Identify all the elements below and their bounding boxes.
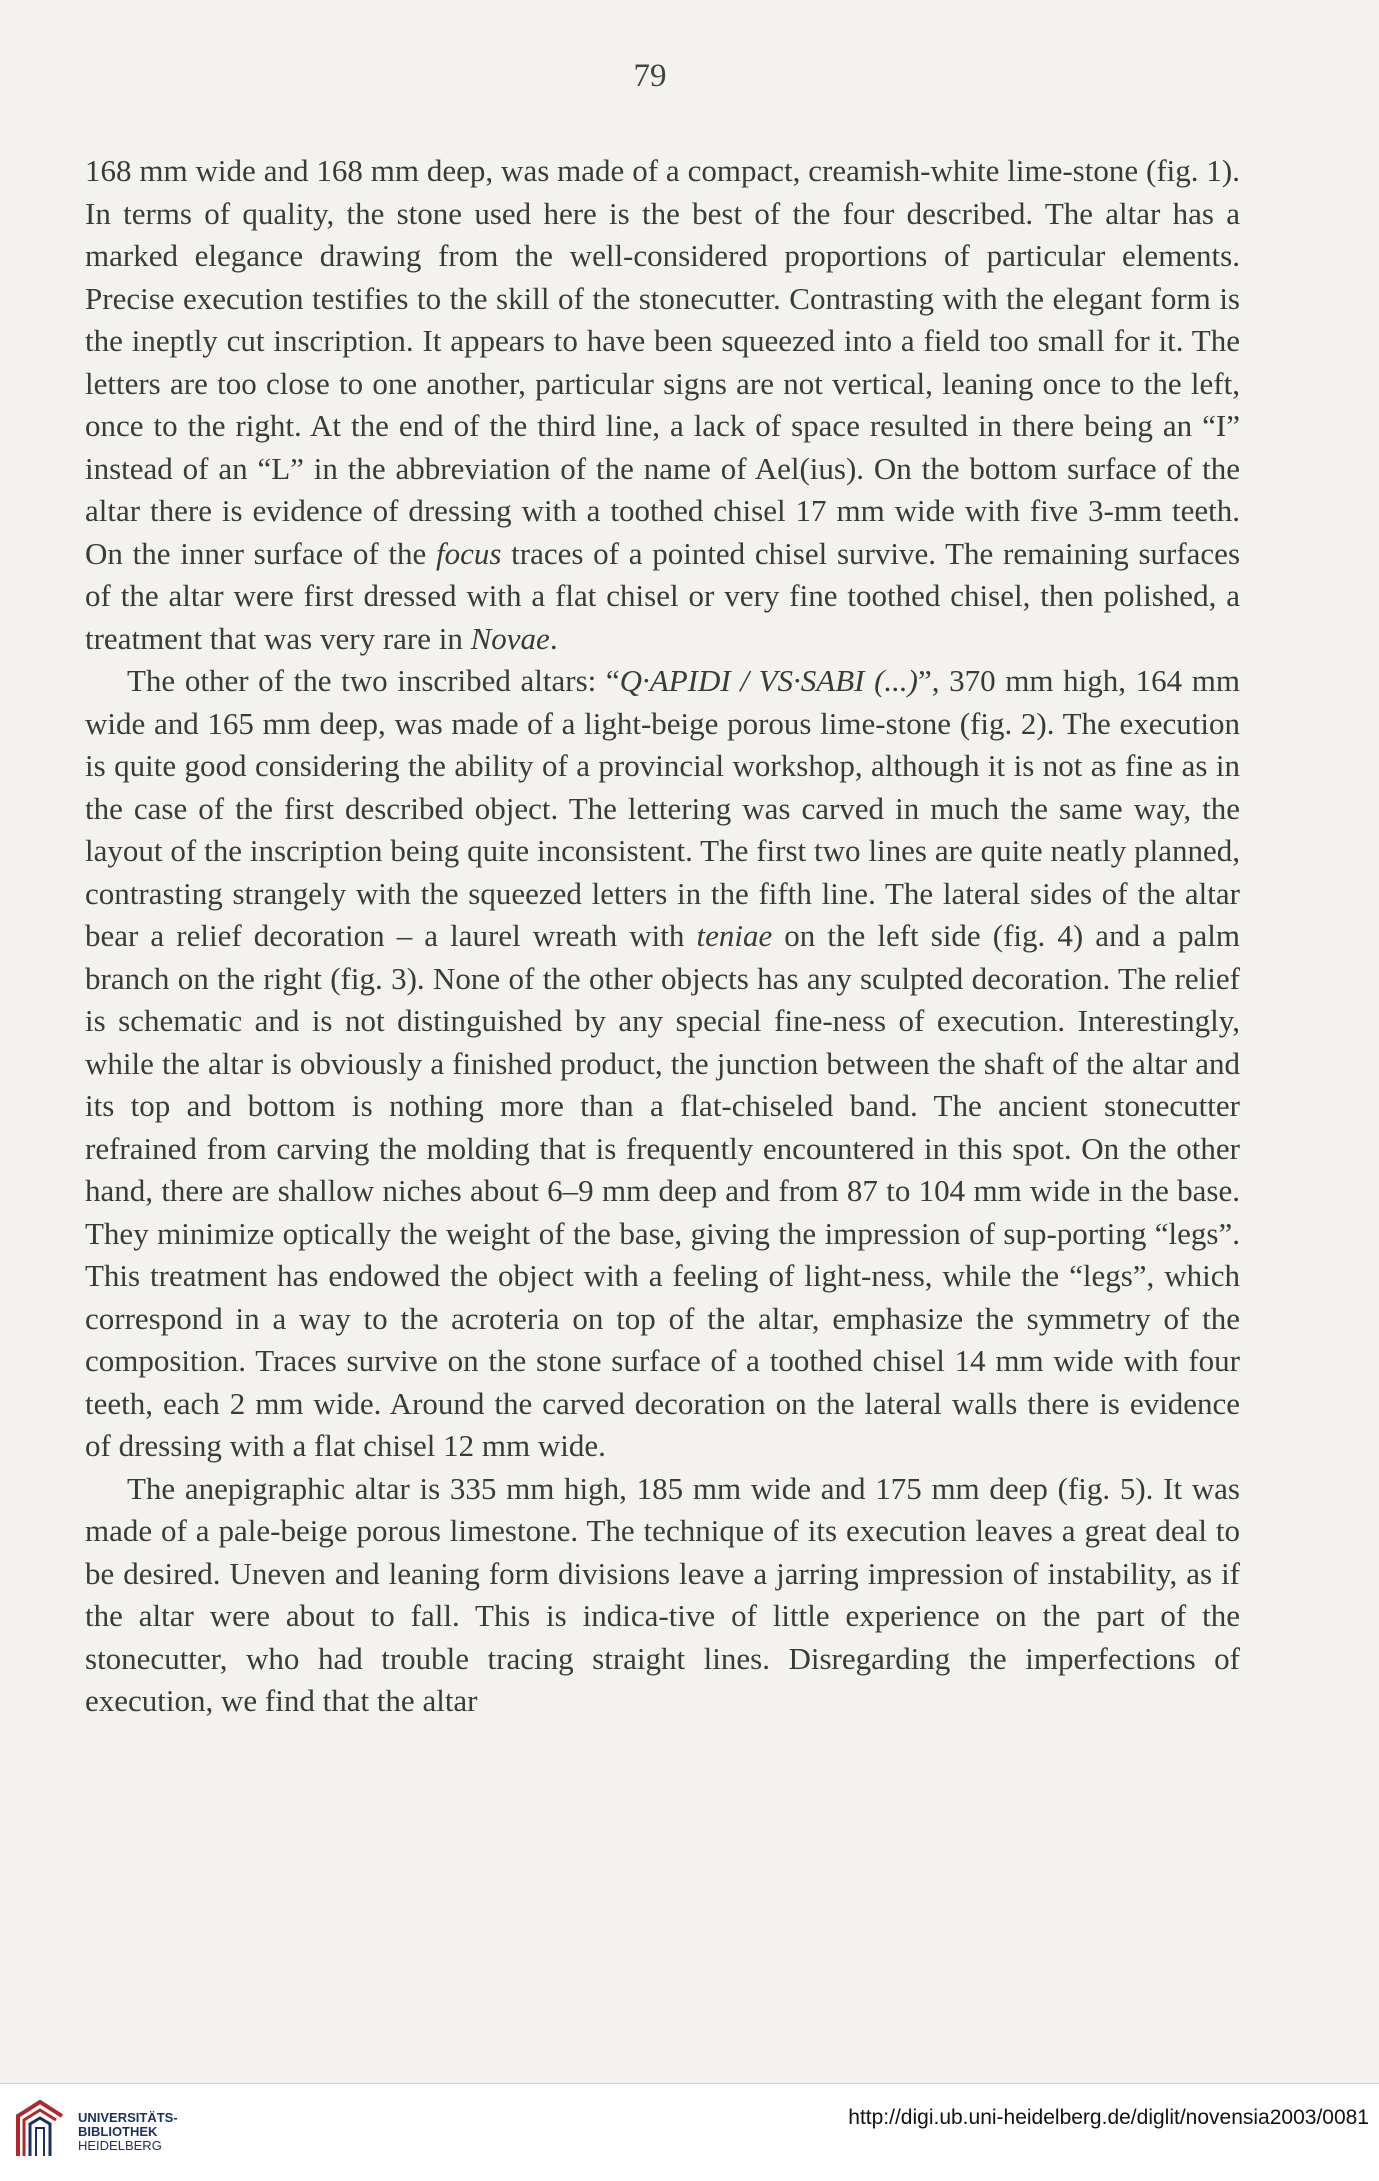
italic-term: teniae: [696, 918, 773, 953]
library-logo-icon: [10, 2094, 72, 2164]
italic-term: focus: [436, 535, 502, 571]
text-run: The other of the two inscribed altars: “: [127, 663, 620, 698]
text-run: ”, 370 mm high, 164 mm wide and 165 mm deep, was made of a light-beige porous lime-stone (fig. 2). The execution is quite good considering the ability of a provincial workshop, although it is not as fine as in the case of the first described object. The lettering was carved in much the same way, the layout of the inscription being quite inconsistent. The first two lines are quite neatly planned, contrasting strangely with the squeezed letters in the fifth line. The lateral sides of the altar bear a relief decoration – a laurel wreath with: [85, 663, 1240, 953]
logo-line-3: HEIDELBERG: [78, 2138, 162, 2153]
footer-bar: [0, 2083, 1379, 2181]
body-text: [85, 150, 1240, 1723]
logo-line-2: BIBLIOTHEK: [78, 2124, 158, 2139]
library-logo[interactable]: [10, 2094, 185, 2164]
text-run: The anepigraphic altar is 335 mm high, 185 mm wide and 175 mm deep (fig. 5). It was made of a pale-beige porous limestone. The technique of its execution leaves a great deal to be desired. Uneven and leaning form divisions leave a jarring impression of instability, as if the altar were about to fall. This is indica-tive of little experience on the part of the stonecutter, who had trouble tracing straight lines. Disregarding the imperfections of execution, we find that the altar: [85, 1470, 1240, 1718]
source-url-link[interactable]: http://digi.ub.uni-heidelberg.de/diglit/novensia2003/0081: [848, 2106, 1369, 2129]
italic-term: Q·APIDI / VS·SABI (...): [619, 663, 918, 698]
paragraph: [85, 1468, 1240, 1723]
logo-line-1: UNIVERSITÄTS-: [78, 2110, 178, 2125]
italic-term: Novae: [470, 620, 550, 656]
text-run: on the left side (fig. 4) and a palm branch on the right (fig. 3). None of the other objects has any sculpted decoration. The relief is schematic and is not distinguished by any special fine-ness of execution. Interestingly, while the altar is obviously a finished product, the junction between the shaft of the altar and its top and bottom is nothing more than a flat-chiseled band. The ancient stonecutter refrained from carving the molding that is frequently encountered in this spot. On the other hand, there are shallow niches about 6–9 mm deep and from 87 to 104 mm wide in the base. They minimize optically the weight of the base, giving the impression of sup-porting “legs”. This treatment has endowed the object with a feeling of light-ness, while the “legs”, which correspond in a way to the acroteria on top of the altar, emphasize the symmetry of the composition. Traces survive on the stone surface of a toothed chisel 14 mm wide with four teeth, each 2 mm wide. Around the carved decoration on the lateral walls there is evidence of dressing with a flat chisel 12 mm wide.: [85, 918, 1240, 1463]
paragraph: [85, 660, 1240, 1468]
text-run: traces of a pointed chisel survive. The remaining surfaces of the altar were first dressed with a flat chisel or very fine toothed chisel, then polished, a treatment that was very rare in: [85, 535, 1241, 656]
paragraph: [85, 150, 1240, 660]
text-run: .: [549, 620, 558, 656]
page-number: 79: [633, 58, 667, 94]
text-run: 168 mm wide and 168 mm deep, was made of a compact, creamish-white lime-stone (fig. 1). In terms of quality, the stone used here is the best of the four described. The altar has a marked elegance drawing from the well-considered proportions of particular elements. Precise execution testifies to the skill of the stonecutter. Contrasting with the elegant form is the ineptly cut inscription. It appears to have been squeezed into a field too small for it. The letters are too close to one another, particular signs are not vertical, leaning once to the left, once to the right. At the end of the third line, a lack of space resulted in there being an “I” instead of an “L” in the abbreviation of the name of Ael(ius). On the bottom surface of the altar there is evidence of dressing with a toothed chisel 17 mm wide with five 3-mm teeth. On the inner surface of the: [85, 153, 1240, 571]
